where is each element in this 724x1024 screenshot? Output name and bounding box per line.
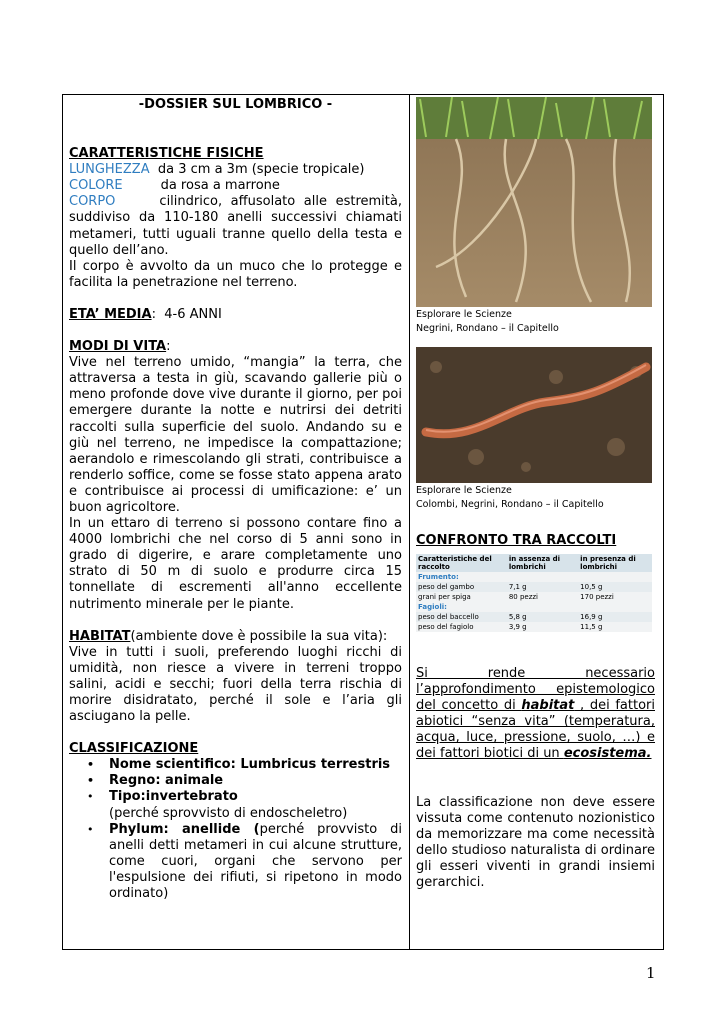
colore-value: da rosa a marrone xyxy=(160,178,280,194)
phylum-label: Phylum: anellide ( xyxy=(109,821,260,837)
table-head-cell: in assenza di lombrichi xyxy=(508,555,561,571)
table-cell: 11,5 g xyxy=(580,623,603,631)
classificazione-list xyxy=(69,757,402,902)
habitat-note-part2: , dei fattori abiotici “senza vita” (temperatura, acqua, luce, pressione, suolo, …) e dei fattori biotici di un xyxy=(416,698,655,762)
table-row xyxy=(416,612,652,622)
tipo-note: (perché sprovvisto di endoscheletro) xyxy=(109,805,348,821)
photo1-caption2: Negrini, Rondano – il Capitello xyxy=(416,323,559,334)
table-cell: peso del fagiolo xyxy=(418,623,474,631)
column-divider xyxy=(409,95,410,949)
modi-heading: MODI DI VITA xyxy=(69,339,167,355)
list-item xyxy=(109,822,402,902)
document-title: -DOSSIER SUL LOMBRICO - xyxy=(138,97,333,112)
table-cell: 80 pezzi xyxy=(508,593,539,601)
right-column xyxy=(416,95,655,891)
table-cell: 5,8 g xyxy=(508,613,527,621)
table-row xyxy=(416,582,652,592)
table-cell: peso del gambo xyxy=(418,583,475,591)
eta-colon: : xyxy=(151,306,156,322)
table-cell: peso del baccello xyxy=(418,613,479,621)
table-cell: 170 pezzi xyxy=(580,593,614,601)
table-cell: 16,9 g xyxy=(580,613,603,621)
lunghezza-value: da 3 cm a 3m (specie tropicale) xyxy=(157,162,365,178)
roots-photo xyxy=(416,97,652,307)
list-item xyxy=(109,789,402,821)
habitat-note xyxy=(416,666,655,763)
habitat-note-part1: Si rende necessario l’approfondimento epistemologico del concetto di xyxy=(416,666,655,714)
habitat-line xyxy=(69,629,402,645)
list-item: • Regno: animale xyxy=(109,773,402,789)
photo2-caption1: Esplorare le Scienze xyxy=(416,485,512,496)
earthworm-photo xyxy=(416,347,652,483)
classificazione-heading: CLASSIFICAZIONE xyxy=(69,741,199,757)
table-row xyxy=(416,622,652,632)
habitat-note-ecosistema: ecosistema. xyxy=(563,746,652,762)
table-group: Frumento: xyxy=(418,573,459,581)
eta-value: 4-6 ANNI xyxy=(164,306,222,322)
table-cell: 10,5 g xyxy=(580,583,603,591)
habitat-text: Vive in tutti i suoli, preferendo luoghi ricchi di umidità, non riesce a vivere in terreni troppo salini, acidi e secchi; fuori della terra rischia di morire disidratato, perché il sole e l’aria gli asciugano la pelle. xyxy=(69,644,402,725)
corpo-label: CORPO xyxy=(69,194,116,210)
table-row xyxy=(416,602,652,612)
lunghezza-label: LUNGHEZZA xyxy=(69,162,150,178)
classificazione-note: La classificazione non deve essere vissuta come contenuto nozionistico da memorizzare ma come necessità dello studioso naturalista di ordinare gli esseri viventi in grandi insiemi gerarchici. xyxy=(416,794,655,891)
habitat-heading: HABITAT xyxy=(69,628,131,644)
table-cell: 7,1 g xyxy=(508,583,527,591)
table-group: Fagioli: xyxy=(418,603,447,611)
table-row xyxy=(416,592,652,602)
table-cell: grani per spiga xyxy=(418,593,471,601)
corpo-value: cilindrico, affusolato alle estremità, suddiviso da 110-180 anelli successivi chiamati metameri, tutti uguali tranne quello della testa e quello dell’ano. xyxy=(69,194,402,258)
page-number: 1 xyxy=(646,964,656,982)
phylum-text: perché provvisto di anelli detti metameri in cui alcune strutture, come cuori, organi che servono per l'espulsione dei rifiuti, si ripetono in modo ordinato) xyxy=(109,821,402,902)
habitat-note-term: habitat xyxy=(521,698,575,714)
habitat-paren: (ambiente dove è possibile la sua vita): xyxy=(130,628,388,644)
muco-text: Il corpo è avvolto da un muco che lo protegge e facilita la penetrazione nel terreno. xyxy=(69,258,402,290)
table-cell: 3,9 g xyxy=(508,623,527,631)
modi-colon: : xyxy=(166,339,171,355)
modi-paragraph-1: Vive nel terreno umido, “mangia” la terra, che attraversa a testa in giù, scavando gallerie più o meno profonde dove vive durante il giorno, per poi emergere durante la notte e nutrirsi dei detriti raccolti sulla superficie del suolo. Andando su e giù nel terreno, ne impedisce la compattazione; aerandolo e rimescolando gli strati, contribuisce a renderlo soffice, come se fosse stato appena arato e contribuisce ai processi di umificazione: e’ un buon agricoltore. xyxy=(69,355,402,515)
table-row xyxy=(416,554,652,572)
modi-line xyxy=(69,339,402,355)
corpo-line xyxy=(69,194,402,258)
modi-paragraph-2: In un ettaro di terreno si possono contare fino a 4000 lombrichi che nel corso di 5 anni sono in grado di digerire, e arare completamente uno strato di 50 m di suolo e produrre circa 15 tonnellate di escrementi all'anno eccellente nutrimento minerale per le piante. xyxy=(69,516,402,612)
table-row xyxy=(416,572,652,582)
lunghezza-line xyxy=(69,162,402,178)
colore-label: COLORE xyxy=(69,178,123,194)
photo2-caption2: Colombi, Negrini, Rondano – il Capitello xyxy=(416,499,604,510)
table-head-cell: in presenza di lombrichi xyxy=(580,555,636,571)
list-item: • Nome scientifico: Lumbricus terrestris xyxy=(109,757,402,773)
fisiche-heading: CARATTERISTICHE FISICHE xyxy=(69,146,264,162)
eta-line xyxy=(69,307,402,323)
left-column xyxy=(69,97,402,902)
tipo-label: Tipo:invertebrato xyxy=(109,789,238,805)
document-frame xyxy=(62,94,664,950)
table-head-cell: Caratteristiche del raccolto xyxy=(418,555,492,571)
eta-heading: ETA’ MEDIA xyxy=(69,306,152,322)
raccolti-table xyxy=(416,554,652,632)
photo1-caption1: Esplorare le Scienze xyxy=(416,309,512,320)
confronto-heading: CONFRONTO TRA RACCOLTI xyxy=(416,533,617,548)
colore-line xyxy=(69,178,402,194)
